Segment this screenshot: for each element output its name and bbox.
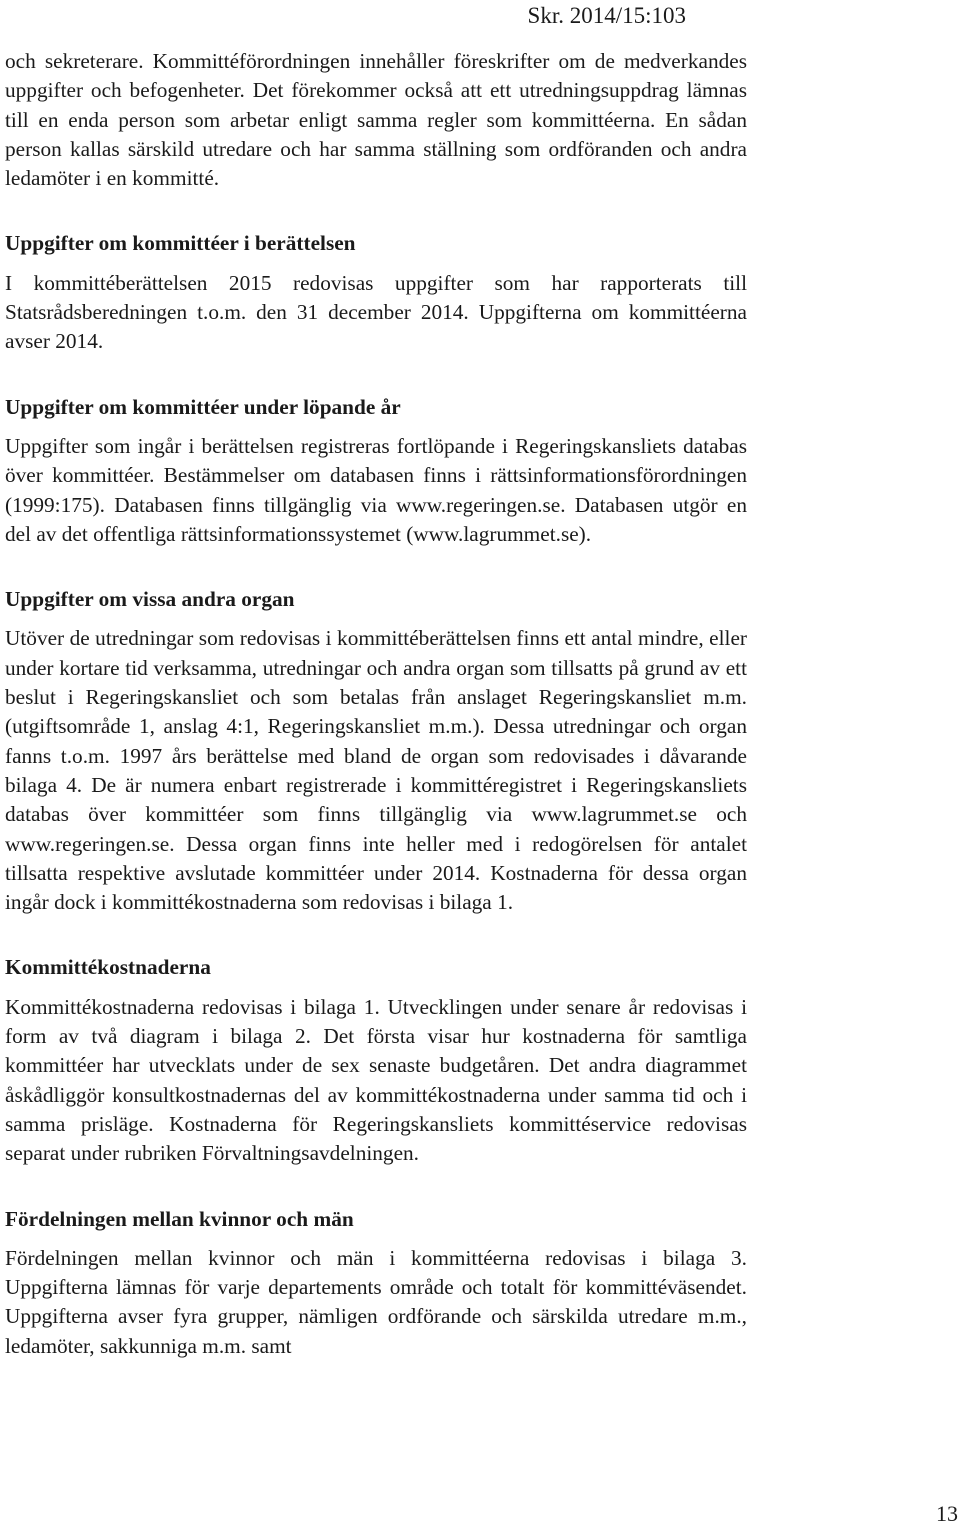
heading-vissa-andra-organ: Uppgifter om vissa andra organ — [5, 587, 295, 612]
heading-kommitteer-i-berattelsen: Uppgifter om kommittéer i berättelsen — [5, 231, 356, 256]
paragraph-kommitteer-under-lopande-ar: Uppgifter som ingår i berättelsen registreras fortlöpande i Regeringskansliets databas över kommittéer. Bestämmelser om databasen finns i rättsinformationsförordningen (1999:175). Databasen finns tillgänglig via www.regeringen.se. Databasen utgör en del av det offentliga rättsinformationssystemet (www.lagrummet.se). — [5, 433, 747, 546]
paragraph-kommitteer-i-berattelsen: I kommittéberättelsen 2015 redovisas uppgifter som har rapporterats till Statsrådsberedningen t.o.m. den 31 december 2014. Uppgifterna om kommittéerna avser 2014. — [5, 270, 747, 354]
heading-fordelningen-kvinnor-man: Fördelningen mellan kvinnor och män — [5, 1206, 354, 1231]
document-body — [5, 47, 747, 1361]
page-number: 13 — [936, 1501, 958, 1526]
heading-kommitteer-under-lopande-ar: Uppgifter om kommittéer under löpande år — [5, 394, 401, 419]
paragraph-kommittekostnaderna: Kommittékostnaderna redovisas i bilaga 1. Utvecklingen under senare år redovisas i form av två diagram i bilaga 2. Det första visar hur kostnaderna för samtliga kommittéer har utvecklats under de sex senaste budgetåren. Det andra diagrammet åskådliggör konsultkostnadernas del av kommittékostnaderna under samma tid och i samma prisläge. Kostnaderna för Regeringskansliets kommittéservice redovisas separat under rubriken Förvaltningsavdelningen. — [5, 994, 747, 1166]
document-reference: Skr. 2014/15:103 — [527, 3, 686, 28]
heading-kommittekostnaderna: Kommittékostnaderna — [5, 955, 211, 980]
paragraph-vissa-andra-organ: Utöver de utredningar som redovisas i kommittéberättelsen finns ett antal mindre, eller under kortare tid verksamma, utredningar och andra organ som tillsatts på grund av ett beslut i Regeringskansliet och som betalas från anslaget Regeringskansliet m.m. (utgiftsområde 1, anslag 4:1, Regeringskansliet m.m.). Dessa utredningar och organ fanns t.o.m. 1997 års berättelse med bland de organ som redovisades i dåvarande bilaga 4. De är numera enbart registrerade i kommittéregistret i Regeringskansliets databas över kommittéer som finns tillgänglig via www.lagrummet.se och www.regeringen.se. Dessa organ finns inte heller med i redogörelsen för antalet tillsatta respektive avslutade kommittéer under 2014. Kostnaderna för dessa organ ingår dock i kommittékostnaderna som redovisas i bilaga 1. — [5, 626, 747, 915]
paragraph-intro: och sekreterare. Kommittéförordningen innehåller föreskrifter om de medverkandes uppgifter och befogenheter. Det förekommer också att ett utredningsuppdrag lämnas till en enda person som arbetar enligt samma regler som kommittéerna. En sådan person kallas särskild utredare och har samma ställning som ordföranden och andra ledamöter i en kommitté. — [5, 49, 747, 191]
paragraph-fordelningen-kvinnor-man: Fördelningen mellan kvinnor och män i kommittéerna redovisas i bilaga 3. Uppgifterna lämnas för varje departements område och totalt för kommittéväsendet. Uppgifterna avser fyra grupper, nämligen ordförande och särskilda utredare m.m., ledamöter, sakkunniga m.m. samt — [5, 1245, 747, 1358]
